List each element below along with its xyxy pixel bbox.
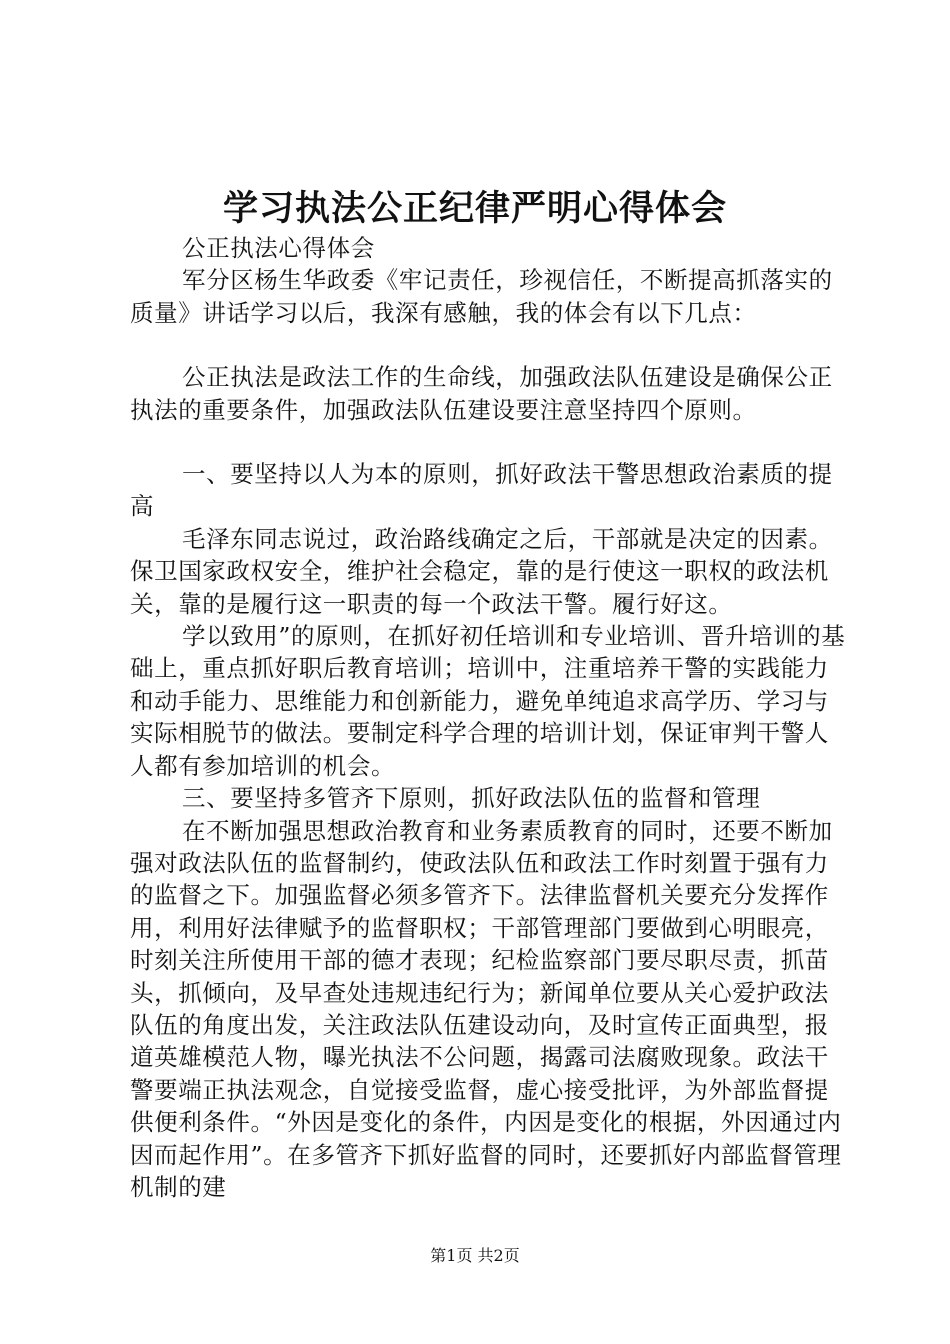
document-body — [130, 232, 846, 1203]
section-heading-three: 三、要坚持多管齐下原则，抓好政法队伍的监督和管理 — [182, 784, 761, 813]
document-title: 学习执法公正纪律严明心得体会 — [222, 188, 727, 229]
page-footer: 第1页 共2页 — [430, 1246, 520, 1265]
paragraph-intro: 军分区杨生华政委《牢记责任，珍视信任，不断提高抓落实的质量》讲话学习以后，我深有感触，我的体会有以下几点： — [130, 266, 833, 327]
paragraph-supervision: 在不断加强思想政治教育和业务素质教育的同时，还要不断加强对政法队伍的监督制约，使政法队伍和政法工作时刻置于强有力的监督之下。加强监督必须多管齐下。法律监督机关要充分发挥作用，利用好法律赋予的监督职权；干部管理部门要做到心明眼亮，时刻关注所使用干部的德才表现；纪检监察部门要尽职尽责，抓苗头，抓倾向，及早查处违规违纪行为；新闻单位要从关心爱护政法队伍的角度出发，关注政法队伍建设动向，及时宣传正面典型，报道英雄模范人物，曝光执法不公问题，揭露司法腐败现象。政法干警要端正执法观念，自觉接受监督，虚心接受批评，为外部监督提供便利条件。“外因是变化的条件，内因是变化的根据，外因通过内因而起作用”。在多管齐下抓好监督的同时，还要抓好内部监督管理机制的建 — [130, 816, 842, 1201]
paragraph-gap — [130, 329, 846, 361]
paragraph-training: 学以致用”的原则，在抓好初任培训和专业培训、晋升培训的基础上，重点抓好职后教育培训；培训中，注重培养干警的实践能力和动手能力、思维能力和创新能力，避免单纯追求高学历、学习与实际相脱节的做法。要制定科学合理的培训计划，保证审判干警人人都有参加培训的机会。 — [130, 622, 846, 780]
paragraph-gap — [130, 426, 846, 458]
section-heading-one: 一、要坚持以人为本的原则，抓好政法干警思想政治素质的提高 — [130, 460, 833, 521]
paragraph-subtitle: 公正执法心得体会 — [182, 234, 375, 262]
paragraph-cadre: 毛泽东同志说过，政治路线确定之后，干部就是决定的因素。保卫国家政权安全，维护社会稳定，靠的是行使这一职权的政法机关，靠的是履行这一职责的每一个政法干警。履行好这。 — [130, 524, 833, 618]
paragraph-principles: 公正执法是政法工作的生命线，加强政法队伍建设是确保公正执法的重要条件，加强政法队伍建设要注意坚持四个原则。 — [130, 363, 833, 424]
